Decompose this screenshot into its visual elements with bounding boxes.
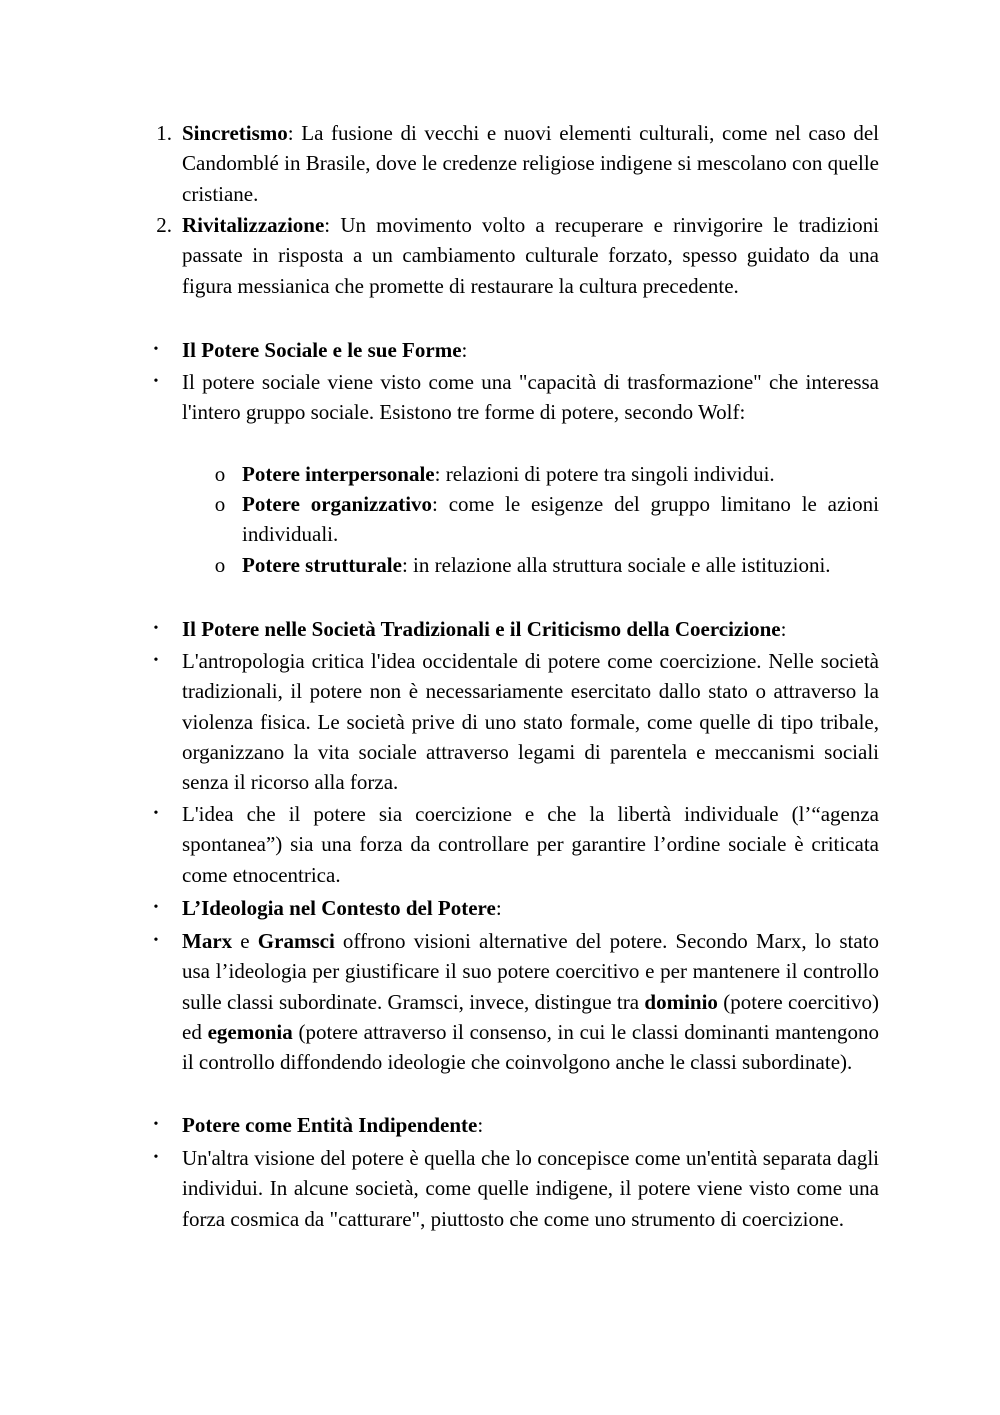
- paragraph: L'antropologia critica l'idea occidentale di potere come coercizione. Nelle società tradizionali, il potere non è necessariamente esercitato dallo stato o attraverso la violenza fisica. Le società prive di uno stato formale, come quelle di tipo tribale, organizzano la vita sociale attraverso legami di parentela e meccanismi sociali senza il ricorso alla forza.: [182, 649, 879, 795]
- bullet-icon: •: [153, 806, 159, 821]
- bullet-icon: •: [153, 900, 159, 915]
- term: Sincretismo: [182, 121, 288, 145]
- bullet-icon: •: [153, 1150, 159, 1165]
- paragraph: Marx e Gramsci offrono visioni alternative del potere. Secondo Marx, lo stato usa l’ideologia per giustificare il suo potere coercitivo e per mantenere il controllo sulle classi subordinate. Gramsci, invece, distingue tra dominio (potere coercitivo) ed egemonia (potere attraverso il consenso, in cui le classi dominanti mantengono il controllo diffondendo ideologie che coinvolgono anche le classi subordinate).: [182, 929, 879, 1075]
- paragraph: Un'altra visione del potere è quella che lo concepisce come un'entità separata dagli individui. In alcune società, come quelle indigene, il potere viene visto come una forza cosmica da "catturare", piuttosto che come uno strumento di coercizione.: [182, 1146, 879, 1231]
- bullet-icon: •: [153, 1117, 159, 1132]
- bullet-icon: •: [153, 342, 159, 357]
- paragraph: L'idea che il potere sia coercizione e che la libertà individuale (l’“agenza spontanea”) sia una forza da controllare per garantire l’ordine sociale è criticata come etnocentrica.: [182, 802, 879, 887]
- circle-bullet-icon: o: [214, 492, 226, 516]
- list-number: 1.: [156, 121, 172, 145]
- circle-bullet-icon: o: [214, 553, 226, 577]
- list-number: 2.: [156, 213, 172, 237]
- bullet-icon: •: [153, 933, 159, 948]
- term: Rivitalizzazione: [182, 213, 325, 237]
- sub-list-item-text: Potere organizzativo: come le esigenze del gruppo limitano le azioni individuali.: [242, 492, 879, 547]
- list-item-text: Sincretismo: La fusione di vecchi e nuovi elementi culturali, come nel caso del Candomblé in Brasile, dove le credenze religiose indigene si mescolano con quelle cristiane.: [182, 121, 879, 206]
- paragraph: Il potere sociale viene visto come una "capacità di trasformazione" che interessa l'intero gruppo sociale. Esistono tre forme di potere, secondo Wolf:: [182, 370, 879, 425]
- section-heading: Potere come Entità Indipendente:: [182, 1113, 484, 1137]
- section-heading: L’Ideologia nel Contesto del Potere:: [182, 896, 502, 920]
- circle-bullet-icon: o: [214, 462, 226, 486]
- sub-list-item-text: Potere interpersonale: relazioni di potere tra singoli individui.: [242, 462, 775, 486]
- bullet-icon: •: [153, 653, 159, 668]
- list-item-text: Rivitalizzazione: Un movimento volto a recuperare e rinvigorire le tradizioni passate in risposta a un cambiamento culturale forzato, spesso guidato da una figura messianica che promette di restaurare la cultura precedente.: [182, 213, 879, 298]
- bullet-icon: •: [153, 374, 159, 389]
- sub-list-item-text: Potere strutturale: in relazione alla struttura sociale e alle istituzioni.: [242, 553, 831, 577]
- section-heading: Il Potere nelle Società Tradizionali e il Criticismo della Coercizione:: [182, 617, 787, 641]
- section-heading: Il Potere Sociale e le sue Forme:: [182, 338, 468, 362]
- bullet-icon: •: [153, 621, 159, 636]
